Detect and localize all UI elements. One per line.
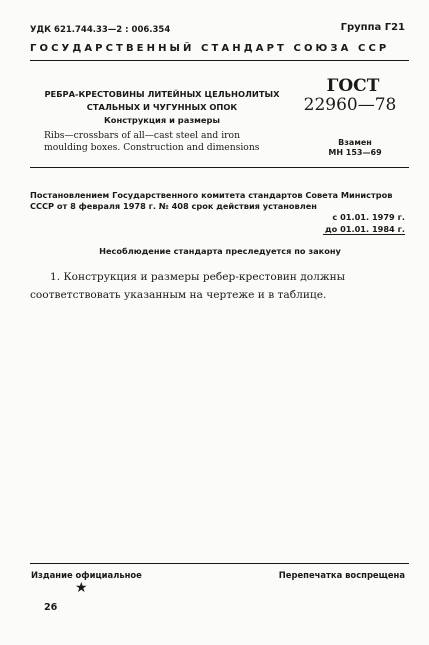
legal-warning: Несоблюдение стандарта преследуется по закону (99, 246, 341, 256)
reprint-prohibited-label: Перепечатка воспрещена (278, 570, 405, 580)
gost-label: ГОСТ (326, 76, 380, 96)
english-title: Ribs—crossbars of all—cast steel and iron moulding boxes. Construction and dimensions (44, 130, 260, 153)
gost-number: 22960—78 (303, 95, 397, 115)
validity-date-from: с 01.01. 1979 г. (332, 212, 405, 222)
document-title-line1: РЕБРА-КРЕСТОВИНЫ ЛИТЕЙНЫХ ЦЕЛЬНОЛИТЫХ (44, 89, 280, 99)
official-edition-label: Издание официальное (31, 570, 142, 580)
paragraph-1: 1. Конструкция и размеры ребер-крестовин должны соответствовать указанным на чертеже и в таблице. (30, 271, 346, 301)
document-title (44, 88, 280, 114)
validity-date-to: до 01.01. 1984 г. (325, 224, 405, 234)
udk-code: УДК 621.744.33—2 : 006.354 (30, 25, 171, 35)
title-divider (30, 167, 409, 168)
decree-text: Постановлением Государственного комитета стандартов Совета Министров СССР от 8 февраля 1978 г. № 408 срок действия установлен (30, 190, 393, 211)
page-number: 26 (44, 602, 58, 613)
date-underline (323, 234, 405, 235)
document-title-line2: СТАЛЬНЫХ И ЧУГУННЫХ ОПОК (86, 102, 238, 112)
header-divider (30, 60, 409, 61)
replaces-label: Взамен (338, 138, 372, 147)
star-icon: ★ (75, 580, 88, 596)
document-subtitle: Конструкция и размеры (103, 115, 220, 125)
replaces-value: МН 153—69 (328, 148, 382, 157)
group-code: Группа Г21 (340, 22, 405, 33)
standard-title: ГОСУДАРСТВЕННЫЙ СТАНДАРТ СОЮЗА ССР (30, 43, 390, 54)
footer-divider (30, 563, 409, 564)
